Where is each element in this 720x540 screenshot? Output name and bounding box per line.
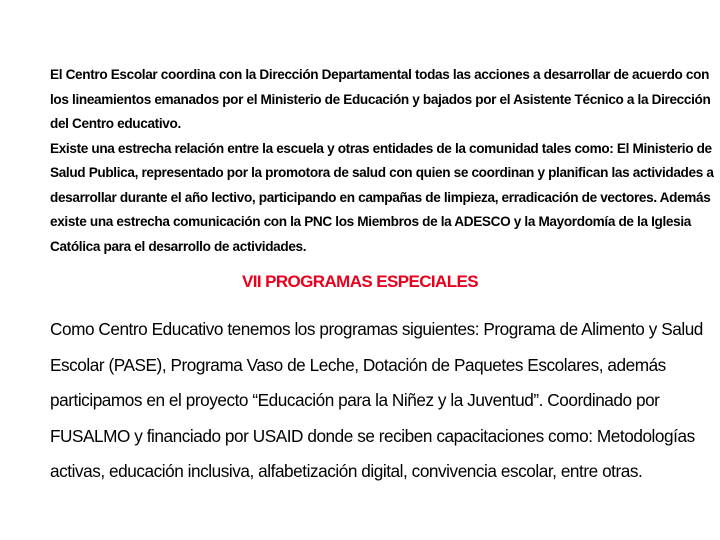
section-body bbox=[50, 312, 703, 490]
section-heading: VII PROGRAMAS ESPECIALES bbox=[242, 272, 478, 291]
intro-line: Católica para el desarrollo de actividades. bbox=[50, 238, 307, 254]
section-line: Como Centro Educativo tenemos los programas siguientes: Programa de Alimento y Salud bbox=[50, 319, 703, 339]
intro-line: existe una estrecha comunicación con la PNC los Miembros de la ADESCO y la Mayordomía de la Iglesia bbox=[50, 214, 691, 229]
section-heading-wrapper bbox=[0, 266, 720, 294]
section-line: activas, educación inclusiva, alfabetización digital, convivencia escolar, entre otras. bbox=[50, 461, 643, 482]
section-line: Escolar (PASE), Programa Vaso de Leche, Dotación de Paquetes Escolares, además bbox=[50, 354, 666, 375]
intro-line: del Centro educativo. bbox=[50, 116, 181, 131]
intro-line: Salud Publica, representado por la promotora de salud con quien se coordinan y planifican las actividades a bbox=[50, 165, 714, 180]
intro-paragraph bbox=[50, 63, 714, 259]
section-line: participamos en el proyecto “Educación para la Niñez y la Juventud”. Coordinado por bbox=[50, 390, 660, 411]
intro-line: El Centro Escolar coordina con la Dirección Departamental todas las acciones a desarrollar de acuerdo con bbox=[50, 67, 710, 82]
intro-line: desarrollar durante el año lectivo, participando en campañas de limpieza, erradicación de vectores. Además bbox=[50, 189, 711, 205]
intro-line: Existe una estrecha relación entre la escuela y otras entidades de la comunidad tales como: El Ministerio de bbox=[50, 140, 712, 156]
section-line: FUSALMO y financiado por USAID donde se reciben capacitaciones como: Metodologías bbox=[50, 425, 695, 446]
intro-line: los lineamientos emanados por el Ministerio de Educación y bajados por el Asistente Técnico a la Dirección bbox=[50, 91, 711, 107]
